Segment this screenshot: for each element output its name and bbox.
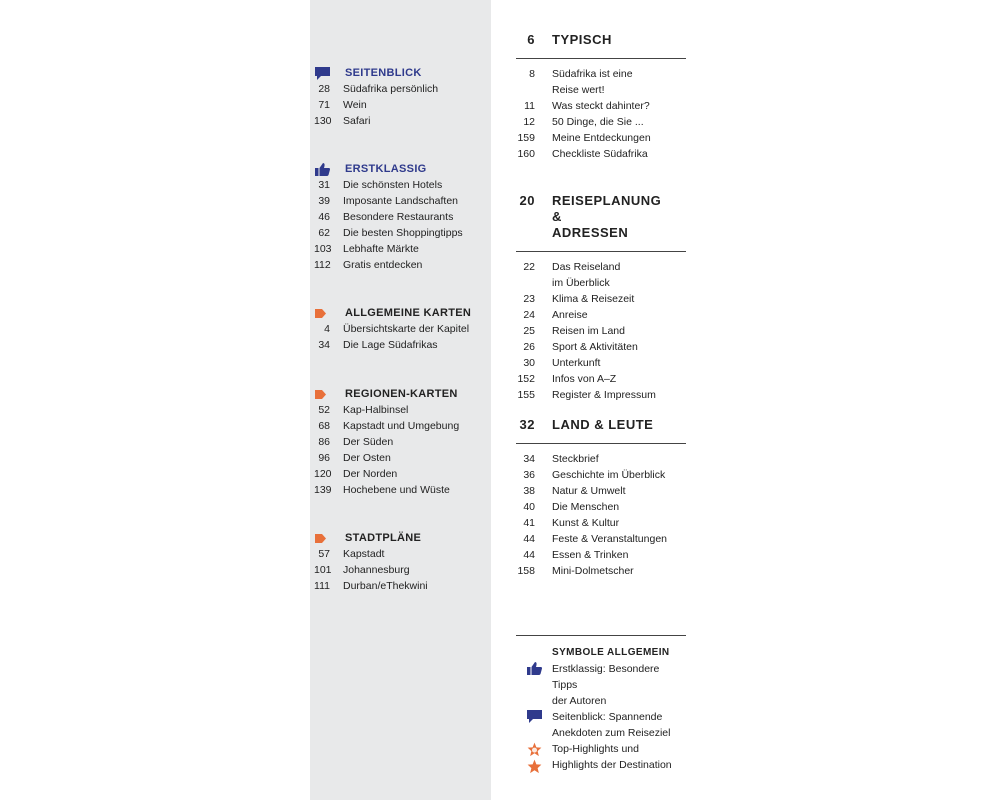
section-heading: SEITENBLICK	[314, 65, 494, 81]
list-item: 46 Besondere Restaurants	[318, 211, 454, 223]
list-item: 28 Südafrika persönlich	[318, 83, 439, 95]
sidebar-section-regionen-karten	[314, 386, 494, 498]
toc-section-typisch	[516, 32, 686, 162]
toc-item: 155 Register & Impressum	[517, 389, 656, 401]
sidebar-section-allgemeine-karten	[314, 305, 494, 353]
section-heading: ALLGEMEINE KARTEN	[314, 305, 494, 321]
toc-item: 158 Mini-Dolmetscher	[517, 565, 634, 577]
toc-item: 12 50 Dinge, die Sie ...	[523, 116, 644, 128]
list-item: 139 Hochebene und Wüste	[314, 484, 450, 496]
toc-item: 34 Steckbrief	[523, 453, 599, 465]
toc-item: 26 Sport & Aktivitäten	[523, 341, 638, 353]
sidebar-section-erstklassig	[314, 161, 494, 273]
list-item: 86 Der Süden	[318, 436, 394, 448]
legend-item-seitenblick: Seitenblick: Spannende Anekdoten zum Reiseziel	[516, 709, 686, 741]
legend-item-erstklassig: Erstklassig: Besondere Tipps der Autoren	[516, 661, 686, 709]
list-item: 57 Kapstadt	[318, 548, 385, 560]
toc-item: 160 Checkliste Südafrika	[517, 148, 648, 160]
toc-item: 30 Unterkunft	[523, 357, 601, 369]
toc-item: 22 Das Reiseland	[523, 261, 621, 273]
toc-item: 44 Essen & Trinken	[523, 549, 629, 561]
list-item: 34 Die Lage Südafrikas	[318, 339, 438, 351]
map-tag-icon	[314, 534, 345, 543]
toc-item: 23 Klima & Reisezeit	[523, 293, 635, 305]
toc-item: 36 Geschichte im Überblick	[523, 469, 666, 481]
toc-item: im Überblick	[552, 277, 610, 289]
list-item: 4 Übersichtskarte der Kapitel	[324, 323, 470, 335]
sidebar-section-stadtplaene	[314, 530, 494, 594]
section-heading: ERSTKLASSIG	[314, 161, 494, 177]
toc-item: 159 Meine Entdeckungen	[517, 132, 651, 144]
section-heading: STADTPLÄNE	[314, 530, 494, 546]
list-item: 120 Der Norden	[314, 468, 398, 480]
toc-heading: 6 TYPISCH	[527, 32, 612, 47]
divider	[516, 443, 686, 444]
list-item: 52 Kap-Halbinsel	[318, 404, 409, 416]
toc-item: Reise wert!	[552, 84, 605, 96]
toc-item: 152 Infos von A–Z	[517, 373, 617, 385]
list-item: 103 Lebhafte Märkte	[314, 243, 419, 255]
divider	[516, 251, 686, 252]
toc-heading: 20 REISEPLANUNG & ADRESSEN	[519, 193, 662, 240]
toc-item: 38 Natur & Umwelt	[523, 485, 626, 497]
thumbs-up-icon	[314, 163, 345, 176]
list-item: 39 Imposante Landschaften	[318, 195, 458, 207]
toc-item: 40 Die Menschen	[523, 501, 620, 513]
toc-item: 8 Südafrika ist eine	[529, 68, 633, 80]
list-item: 101 Johannesburg	[314, 564, 410, 576]
speech-bubble-icon	[516, 709, 552, 741]
toc-item: 11 Was steckt dahinter?	[524, 100, 650, 112]
list-item: 62 Die besten Shoppingtipps	[318, 227, 463, 239]
thumbs-up-icon	[516, 661, 552, 709]
speech-bubble-icon	[314, 67, 345, 80]
list-item: 112 Gratis entdecken	[314, 259, 423, 271]
list-item: 96 Der Osten	[318, 452, 391, 464]
list-item: 71 Wein	[318, 99, 367, 111]
map-tag-icon	[314, 309, 345, 318]
list-item: 31 Die schönsten Hotels	[318, 179, 443, 191]
map-tag-icon	[314, 390, 345, 399]
legend-title: SYMBOLE ALLGEMEIN	[552, 647, 670, 658]
toc-item: 24 Anreise	[523, 309, 588, 321]
list-item: 130 Safari	[314, 115, 371, 127]
toc-heading: 32 LAND & LEUTE	[519, 417, 654, 432]
toc-item: 41 Kunst & Kultur	[523, 517, 620, 529]
divider	[516, 635, 686, 636]
toc-section-land-leute	[516, 417, 686, 579]
symbol-legend	[516, 635, 686, 774]
toc-item: 25 Reisen im Land	[523, 325, 625, 337]
list-item: 68 Kapstadt und Umgebung	[318, 420, 460, 432]
top-highlight-star-icon	[527, 742, 542, 757]
highlight-star-icon	[527, 759, 542, 774]
section-heading: REGIONEN-KARTEN	[314, 386, 494, 402]
toc-section-reiseplanung	[516, 193, 686, 403]
divider	[516, 58, 686, 59]
toc-item: 44 Feste & Veranstaltungen	[523, 533, 667, 545]
legend-item-highlights: Top-Highlights und Highlights der Destination	[516, 741, 686, 774]
list-item: 111 Durban/eThekwini	[314, 580, 428, 592]
sidebar-section-seitenblick	[314, 65, 494, 129]
